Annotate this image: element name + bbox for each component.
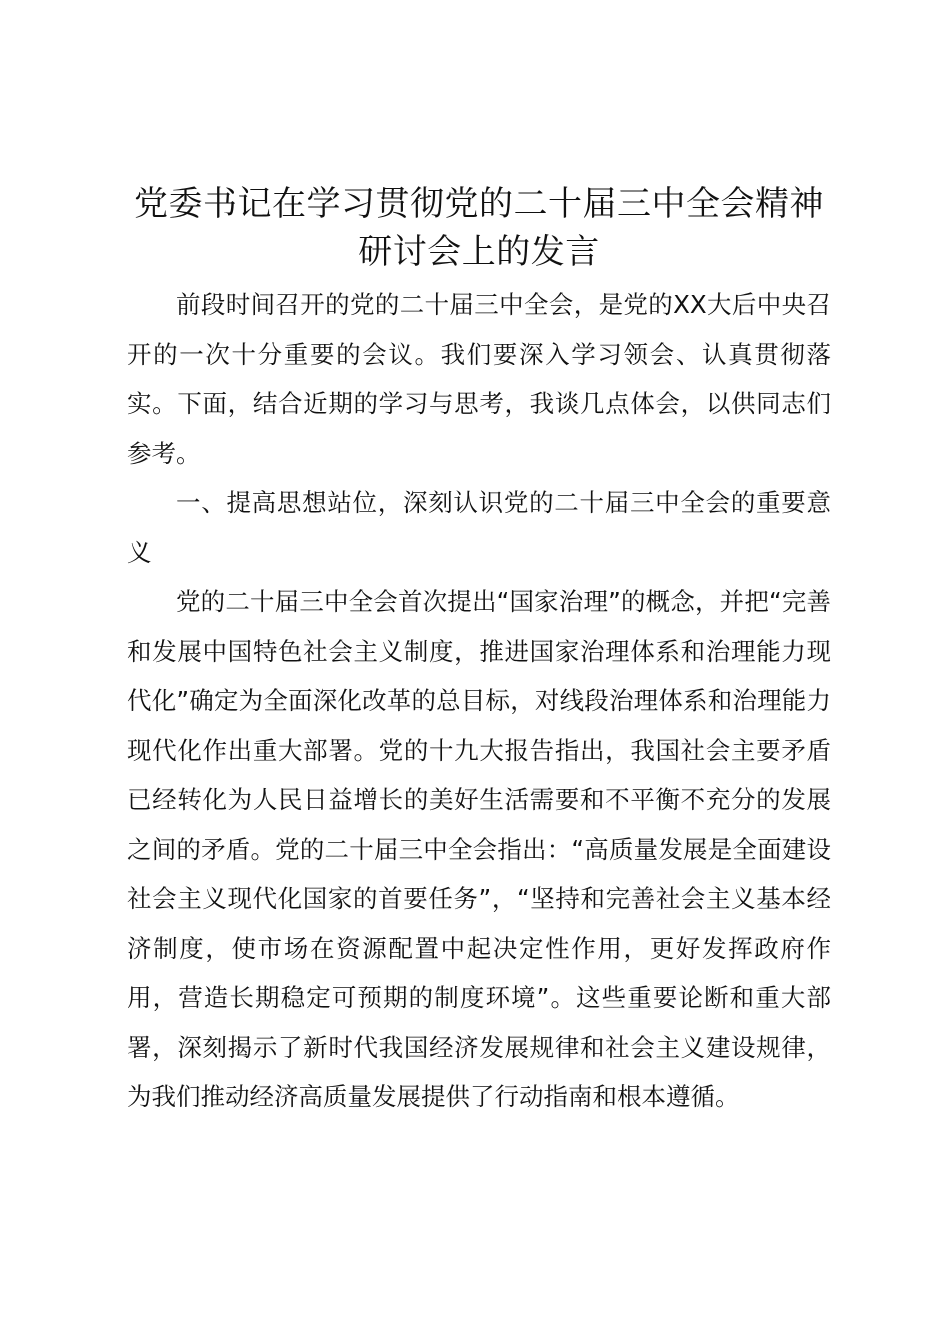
body-paragraph: 党的二十届三中全会首次提出“国家治理”的概念，并把“完善和发展中国特色社会主义制度，推进国家治理体系和治理能力现代化”确定为全面深化改革的总目标，对线段治理体系和治理能力现代化作出重大部署。党的十九大报告指出，我国社会主要矛盾已经转化为人民日益增长的美好生活需要和不平衡不充分的发展之间的矛盾。党的二十届三中全会指出：“高质量发展是全面建设社会主义现代化国家的首要任务”，“坚持和完善社会主义基本经济制度，使市场在资源配置中起决定性作用，更好发挥政府作用，营造长期稳定可预期的制度环境”。这些重要论断和重大部署，深刻揭示了新时代我国经济发展规律和社会主义建设规律，为我们推动经济高质量发展提供了行动指南和根本遵循。 bbox=[127, 587, 831, 1111]
title-line-1: 党委书记在学习贯彻党的二十届三中全会精神 bbox=[134, 184, 824, 224]
document-body bbox=[127, 180, 831, 1122]
title-line-2: 研讨会上的发言 bbox=[358, 232, 600, 272]
document-title bbox=[127, 180, 831, 276]
intro-paragraph: 前段时间召开的党的二十届三中全会，是党的XX大后中央召开的一次十分重要的会议。我们要深入学习领会、认真贯彻落实。下面，结合近期的学习与思考，我谈几点体会，以供同志们参考。 bbox=[127, 290, 831, 468]
section-heading-1: 一、提高思想站位，深刻认识党的二十届三中全会的重要意义 bbox=[127, 488, 831, 567]
